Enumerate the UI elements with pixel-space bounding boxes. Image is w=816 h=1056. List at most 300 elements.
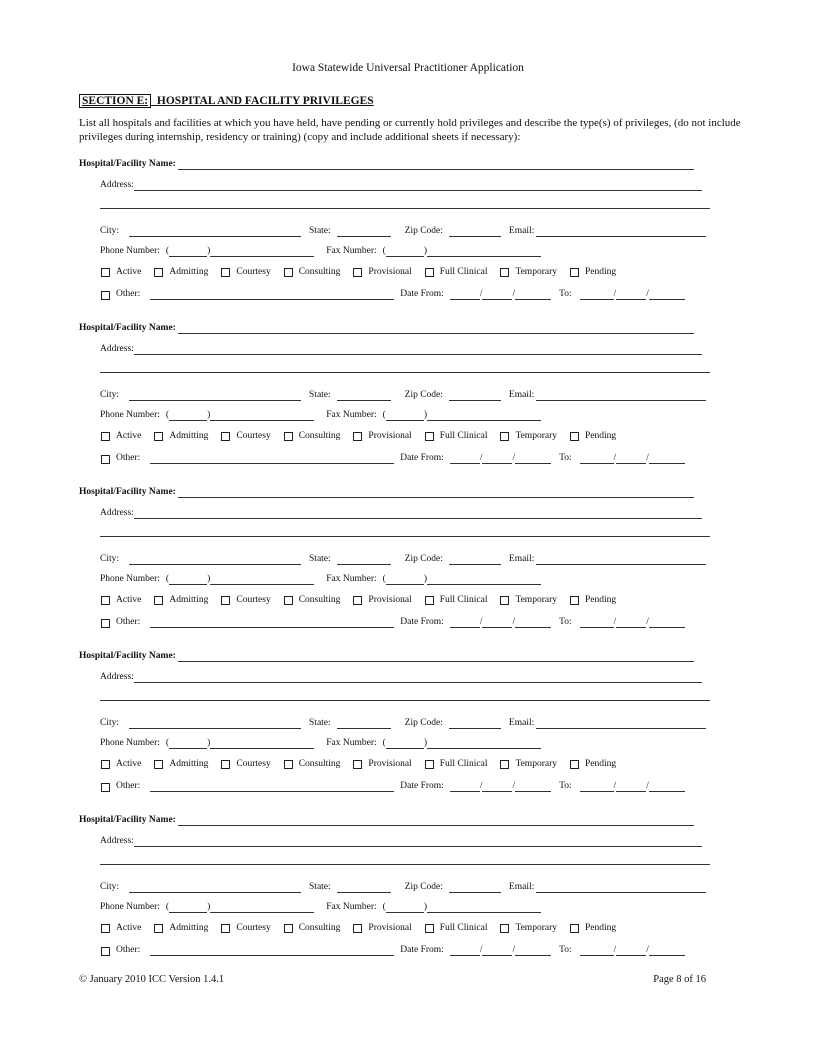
other-label: Other: <box>116 781 141 791</box>
address-label: Address: <box>100 508 134 518</box>
privilege-option[interactable] <box>353 594 411 606</box>
city-label: City: <box>100 226 120 236</box>
zip-label: Zip Code: <box>404 882 443 892</box>
fax-area-code-field[interactable] <box>386 573 424 585</box>
privilege-label: Full Clinical <box>439 431 488 441</box>
to-label: To: <box>559 453 572 463</box>
privilege-checkbox[interactable] <box>500 924 509 933</box>
date-from-day-field[interactable] <box>479 616 512 628</box>
privilege-option[interactable] <box>154 594 208 606</box>
privilege-checkbox[interactable] <box>353 760 362 769</box>
phone-number-field[interactable] <box>210 573 314 585</box>
phone-label: Phone Number: <box>100 738 160 748</box>
phone-paren-open: ( <box>165 738 170 748</box>
fax-paren-close: ) <box>423 410 427 420</box>
privilege-options <box>101 592 629 606</box>
email-field[interactable] <box>536 225 706 237</box>
privilege-option[interactable] <box>221 594 270 606</box>
facility-entry-3 <box>0 484 816 648</box>
zip-field[interactable] <box>449 553 501 565</box>
zip-label: Zip Code: <box>404 718 443 728</box>
privilege-checkbox[interactable] <box>570 268 579 277</box>
privilege-label: Active <box>116 431 142 441</box>
date-to-month-field[interactable] <box>580 288 614 300</box>
privilege-label: Active <box>116 595 142 605</box>
privilege-option[interactable] <box>570 594 616 606</box>
privilege-checkbox[interactable] <box>221 268 230 277</box>
privilege-option[interactable] <box>570 266 616 278</box>
privilege-checkbox[interactable] <box>154 760 163 769</box>
phone-area-code-field[interactable] <box>169 901 207 913</box>
privilege-option[interactable] <box>353 430 411 442</box>
privilege-option[interactable] <box>425 266 488 278</box>
fax-paren-open: ( <box>382 902 386 912</box>
state-label: State: <box>309 226 331 236</box>
hospital-name-label: Hospital/Facility Name: <box>79 159 176 169</box>
privilege-checkbox[interactable] <box>353 432 362 441</box>
privilege-option[interactable] <box>101 266 141 278</box>
fax-paren-close: ) <box>423 738 427 748</box>
privilege-checkbox[interactable] <box>154 924 163 933</box>
fax-label: Fax Number: <box>326 738 377 748</box>
privilege-options <box>101 264 629 278</box>
phone-paren-close: ) <box>207 902 211 912</box>
other-checkbox[interactable] <box>101 291 110 300</box>
phone-area-code-field[interactable] <box>169 737 207 749</box>
privilege-label: Provisional <box>368 759 412 769</box>
privilege-checkbox[interactable] <box>101 432 110 441</box>
fax-paren-close: ) <box>423 902 427 912</box>
hospital-name-label: Hospital/Facility Name: <box>79 487 176 497</box>
section-intro: List all hospitals and facilities at which you have held, have pending or currently hold privileges and describe the type(s) of privileges, (do not include privileges during internship, residency or training) (copy and include additional sheets if necessary): <box>79 117 741 143</box>
privilege-label: Active <box>116 267 142 277</box>
privilege-option[interactable] <box>500 594 557 606</box>
privilege-checkbox[interactable] <box>221 596 230 605</box>
date-slash: / <box>479 617 483 627</box>
privilege-label: Consulting <box>298 923 341 933</box>
zip-field[interactable] <box>449 225 501 237</box>
hospital-name-label: Hospital/Facility Name: <box>79 651 176 661</box>
phone-number-field[interactable] <box>210 245 314 257</box>
privilege-label: Temporary <box>515 923 557 933</box>
email-label: Email: <box>508 718 535 728</box>
date-slash: / <box>512 617 516 627</box>
date-from-day-field[interactable] <box>479 944 512 956</box>
date-slash: / <box>479 289 483 299</box>
privilege-checkbox[interactable] <box>425 924 434 933</box>
privilege-option[interactable] <box>425 430 488 442</box>
other-field[interactable] <box>150 452 394 464</box>
other-field[interactable] <box>150 780 394 792</box>
privilege-checkbox[interactable] <box>284 596 293 605</box>
state-label: State: <box>309 390 331 400</box>
city-label: City: <box>100 554 120 564</box>
date-slash: / <box>613 945 617 955</box>
date-to-month-field[interactable] <box>580 616 614 628</box>
fax-paren-close: ) <box>423 246 427 256</box>
phone-paren-close: ) <box>207 246 211 256</box>
privilege-checkbox[interactable] <box>221 924 230 933</box>
privilege-checkbox[interactable] <box>500 760 509 769</box>
phone-paren-open: ( <box>165 902 170 912</box>
address-line-2[interactable] <box>100 372 710 373</box>
privilege-checkbox[interactable] <box>221 432 230 441</box>
date-slash: / <box>646 453 649 463</box>
state-label: State: <box>309 554 331 564</box>
fax-paren-open: ( <box>382 738 386 748</box>
privilege-label: Consulting <box>298 595 341 605</box>
privilege-option[interactable] <box>101 758 141 770</box>
fax-area-code-field[interactable] <box>386 737 424 749</box>
privilege-checkbox[interactable] <box>154 268 163 277</box>
state-field[interactable] <box>337 225 391 237</box>
fax-number-field[interactable] <box>427 245 541 257</box>
date-from-label: Date From: <box>400 945 444 955</box>
date-from-month-field[interactable] <box>450 452 480 464</box>
privilege-checkbox[interactable] <box>500 432 509 441</box>
address-field[interactable] <box>134 179 702 191</box>
other-label: Other: <box>116 453 141 463</box>
fax-label: Fax Number: <box>326 902 377 912</box>
privilege-label: Courtesy <box>236 595 271 605</box>
date-slash: / <box>512 781 516 791</box>
privilege-option[interactable] <box>570 922 616 934</box>
phone-area-code-field[interactable] <box>169 409 207 421</box>
privilege-option[interactable] <box>101 430 141 442</box>
hospital-name-label: Hospital/Facility Name: <box>79 323 176 333</box>
page-header: Iowa Statewide Universal Practitioner Application <box>292 62 524 74</box>
privilege-option[interactable] <box>570 758 616 770</box>
privilege-checkbox[interactable] <box>284 432 293 441</box>
privilege-option[interactable] <box>221 266 270 278</box>
privilege-option[interactable] <box>154 922 208 934</box>
privilege-option[interactable] <box>500 758 557 770</box>
to-label: To: <box>559 289 572 299</box>
phone-label: Phone Number: <box>100 246 160 256</box>
privilege-option[interactable] <box>353 266 411 278</box>
fax-number-field[interactable] <box>427 737 541 749</box>
to-label: To: <box>559 945 572 955</box>
address-label: Address: <box>100 180 134 190</box>
state-label: State: <box>309 882 331 892</box>
date-from-month-field[interactable] <box>450 616 480 628</box>
date-slash: / <box>613 617 617 627</box>
address-label: Address: <box>100 344 134 354</box>
date-slash: / <box>646 289 649 299</box>
privilege-options <box>101 920 629 934</box>
privilege-checkbox[interactable] <box>101 268 110 277</box>
privilege-label: Full Clinical <box>439 595 488 605</box>
fax-label: Fax Number: <box>326 410 377 420</box>
footer-version: © January 2010 ICC Version 1.4.1 <box>79 974 225 985</box>
address-field[interactable] <box>134 835 702 847</box>
address-line-2[interactable] <box>100 536 710 537</box>
address-line-2[interactable] <box>100 208 710 209</box>
privilege-checkbox[interactable] <box>284 760 293 769</box>
privilege-label: Pending <box>585 595 617 605</box>
privilege-option[interactable] <box>353 922 411 934</box>
email-field[interactable] <box>536 717 706 729</box>
to-label: To: <box>559 781 572 791</box>
phone-area-code-field[interactable] <box>169 573 207 585</box>
date-to-day-field[interactable] <box>613 452 646 464</box>
date-slash: / <box>479 453 483 463</box>
hospital-name-field[interactable] <box>178 814 694 826</box>
privilege-checkbox[interactable] <box>353 268 362 277</box>
email-field[interactable] <box>536 881 706 893</box>
date-from-month-field[interactable] <box>450 944 480 956</box>
address-line-2[interactable] <box>100 864 710 865</box>
date-to-year-field[interactable] <box>649 944 685 956</box>
date-from-day-field[interactable] <box>479 780 512 792</box>
privilege-checkbox[interactable] <box>101 596 110 605</box>
address-label: Address: <box>100 672 134 682</box>
date-from-month-field[interactable] <box>450 288 480 300</box>
privilege-option[interactable] <box>284 594 341 606</box>
phone-number-field[interactable] <box>210 737 314 749</box>
privilege-label: Admitting <box>169 431 209 441</box>
privilege-checkbox[interactable] <box>570 760 579 769</box>
privilege-option[interactable] <box>221 922 270 934</box>
privilege-checkbox[interactable] <box>284 924 293 933</box>
fax-number-field[interactable] <box>427 409 541 421</box>
other-checkbox[interactable] <box>101 947 110 956</box>
date-to-day-field[interactable] <box>613 780 646 792</box>
privilege-label: Active <box>116 759 142 769</box>
fax-area-code-field[interactable] <box>386 409 424 421</box>
date-slash: / <box>479 945 483 955</box>
date-slash: / <box>646 945 649 955</box>
date-from-month-field[interactable] <box>450 780 480 792</box>
date-slash: / <box>479 781 483 791</box>
date-from-year-field[interactable] <box>515 780 551 792</box>
privilege-option[interactable] <box>500 922 557 934</box>
privilege-checkbox[interactable] <box>425 760 434 769</box>
date-to-day-field[interactable] <box>613 288 646 300</box>
email-label: Email: <box>508 226 535 236</box>
privilege-checkbox[interactable] <box>284 268 293 277</box>
footer-page: Page 8 of 16 <box>653 974 706 985</box>
address-label: Address: <box>100 836 134 846</box>
email-field[interactable] <box>536 553 706 565</box>
zip-field[interactable] <box>449 881 501 893</box>
date-to-month-field[interactable] <box>580 944 614 956</box>
privilege-option[interactable] <box>353 758 411 770</box>
fax-area-code-field[interactable] <box>386 901 424 913</box>
date-to-month-field[interactable] <box>580 780 614 792</box>
privilege-option[interactable] <box>500 430 557 442</box>
date-from-day-field[interactable] <box>479 452 512 464</box>
zip-field[interactable] <box>449 717 501 729</box>
hospital-name-field[interactable] <box>178 322 694 334</box>
privilege-option[interactable] <box>500 266 557 278</box>
fax-number-field[interactable] <box>427 573 541 585</box>
other-label: Other: <box>116 617 141 627</box>
fax-number-field[interactable] <box>427 901 541 913</box>
privilege-label: Full Clinical <box>439 759 488 769</box>
city-field[interactable] <box>129 717 301 729</box>
date-to-month-field[interactable] <box>580 452 614 464</box>
phone-number-field[interactable] <box>210 409 314 421</box>
date-from-year-field[interactable] <box>515 944 551 956</box>
phone-number-field[interactable] <box>210 901 314 913</box>
fax-paren-open: ( <box>382 574 386 584</box>
privilege-label: Pending <box>585 267 617 277</box>
privilege-label: Admitting <box>169 267 209 277</box>
privilege-option[interactable] <box>570 430 616 442</box>
other-checkbox[interactable] <box>101 455 110 464</box>
other-checkbox[interactable] <box>101 783 110 792</box>
privilege-label: Consulting <box>298 759 341 769</box>
privilege-checkbox[interactable] <box>353 924 362 933</box>
privilege-option[interactable] <box>425 594 488 606</box>
state-field[interactable] <box>337 553 391 565</box>
date-to-day-field[interactable] <box>613 616 646 628</box>
privilege-option[interactable] <box>154 430 208 442</box>
privilege-option[interactable] <box>425 922 488 934</box>
privilege-label: Consulting <box>298 267 341 277</box>
privilege-option[interactable] <box>425 758 488 770</box>
state-field[interactable] <box>337 717 391 729</box>
other-checkbox[interactable] <box>101 619 110 628</box>
phone-label: Phone Number: <box>100 574 160 584</box>
privilege-label: Provisional <box>368 267 412 277</box>
date-from-year-field[interactable] <box>515 288 551 300</box>
hospital-name-field[interactable] <box>178 158 694 170</box>
date-slash: / <box>613 453 617 463</box>
hospital-name-field[interactable] <box>178 486 694 498</box>
city-field[interactable] <box>129 553 301 565</box>
state-field[interactable] <box>337 881 391 893</box>
privilege-option[interactable] <box>284 758 341 770</box>
phone-label: Phone Number: <box>100 902 160 912</box>
address-field[interactable] <box>134 507 702 519</box>
other-field[interactable] <box>150 616 394 628</box>
date-slash: / <box>512 945 516 955</box>
privilege-option[interactable] <box>221 430 270 442</box>
section-title <box>79 95 374 107</box>
other-field[interactable] <box>150 944 394 956</box>
fax-area-code-field[interactable] <box>386 245 424 257</box>
date-from-label: Date From: <box>400 617 444 627</box>
city-field[interactable] <box>129 225 301 237</box>
privilege-label: Provisional <box>368 431 412 441</box>
date-to-day-field[interactable] <box>613 944 646 956</box>
other-label: Other: <box>116 945 141 955</box>
phone-paren-close: ) <box>207 410 211 420</box>
date-from-day-field[interactable] <box>479 288 512 300</box>
privilege-label: Provisional <box>368 595 412 605</box>
privilege-checkbox[interactable] <box>154 432 163 441</box>
privilege-label: Admitting <box>169 759 209 769</box>
zip-label: Zip Code: <box>404 390 443 400</box>
privilege-checkbox[interactable] <box>353 596 362 605</box>
other-field[interactable] <box>150 288 394 300</box>
privilege-label: Temporary <box>515 431 557 441</box>
date-to-year-field[interactable] <box>649 616 685 628</box>
privilege-label: Temporary <box>515 759 557 769</box>
zip-field[interactable] <box>449 389 501 401</box>
privilege-checkbox[interactable] <box>570 924 579 933</box>
privilege-option[interactable] <box>101 922 141 934</box>
email-label: Email: <box>508 554 535 564</box>
phone-paren-open: ( <box>165 574 170 584</box>
address-field[interactable] <box>134 343 702 355</box>
privilege-checkbox[interactable] <box>425 268 434 277</box>
privilege-option[interactable] <box>221 758 270 770</box>
privilege-option[interactable] <box>284 266 341 278</box>
privilege-option[interactable] <box>154 266 208 278</box>
email-label: Email: <box>508 390 535 400</box>
privilege-label: Full Clinical <box>439 267 488 277</box>
date-to-year-field[interactable] <box>649 452 685 464</box>
date-to-year-field[interactable] <box>649 780 685 792</box>
phone-paren-close: ) <box>207 574 211 584</box>
privilege-checkbox[interactable] <box>425 596 434 605</box>
privilege-option[interactable] <box>284 430 341 442</box>
date-from-year-field[interactable] <box>515 452 551 464</box>
zip-label: Zip Code: <box>404 226 443 236</box>
to-label: To: <box>559 617 572 627</box>
privilege-checkbox[interactable] <box>101 760 110 769</box>
city-field[interactable] <box>129 881 301 893</box>
other-label: Other: <box>116 289 141 299</box>
date-from-year-field[interactable] <box>515 616 551 628</box>
address-line-2[interactable] <box>100 700 710 701</box>
privilege-option[interactable] <box>284 922 341 934</box>
date-slash: / <box>512 453 516 463</box>
date-from-label: Date From: <box>400 453 444 463</box>
date-slash: / <box>613 289 617 299</box>
date-slash: / <box>646 781 649 791</box>
fax-label: Fax Number: <box>326 574 377 584</box>
privilege-label: Admitting <box>169 595 209 605</box>
address-field[interactable] <box>134 671 702 683</box>
hospital-name-field[interactable] <box>178 650 694 662</box>
email-field[interactable] <box>536 389 706 401</box>
date-from-label: Date From: <box>400 781 444 791</box>
privilege-checkbox[interactable] <box>425 432 434 441</box>
privilege-label: Active <box>116 923 142 933</box>
privilege-checkbox[interactable] <box>221 760 230 769</box>
section-code: SECTION E: <box>79 94 151 108</box>
privilege-checkbox[interactable] <box>570 596 579 605</box>
privilege-label: Provisional <box>368 923 412 933</box>
privilege-checkbox[interactable] <box>154 596 163 605</box>
privilege-option[interactable] <box>154 758 208 770</box>
privilege-checkbox[interactable] <box>500 268 509 277</box>
fax-label: Fax Number: <box>326 246 377 256</box>
phone-label: Phone Number: <box>100 410 160 420</box>
city-label: City: <box>100 718 120 728</box>
date-slash: / <box>512 289 516 299</box>
privilege-checkbox[interactable] <box>101 924 110 933</box>
facility-entry-1 <box>0 156 816 320</box>
city-field[interactable] <box>129 389 301 401</box>
privilege-checkbox[interactable] <box>570 432 579 441</box>
date-to-year-field[interactable] <box>649 288 685 300</box>
privilege-label: Pending <box>585 431 617 441</box>
privilege-label: Courtesy <box>236 759 271 769</box>
privilege-option[interactable] <box>101 594 141 606</box>
phone-paren-close: ) <box>207 738 211 748</box>
privilege-checkbox[interactable] <box>500 596 509 605</box>
state-field[interactable] <box>337 389 391 401</box>
phone-area-code-field[interactable] <box>169 245 207 257</box>
fax-paren-open: ( <box>382 246 386 256</box>
privilege-label: Courtesy <box>236 923 271 933</box>
phone-paren-open: ( <box>165 410 170 420</box>
